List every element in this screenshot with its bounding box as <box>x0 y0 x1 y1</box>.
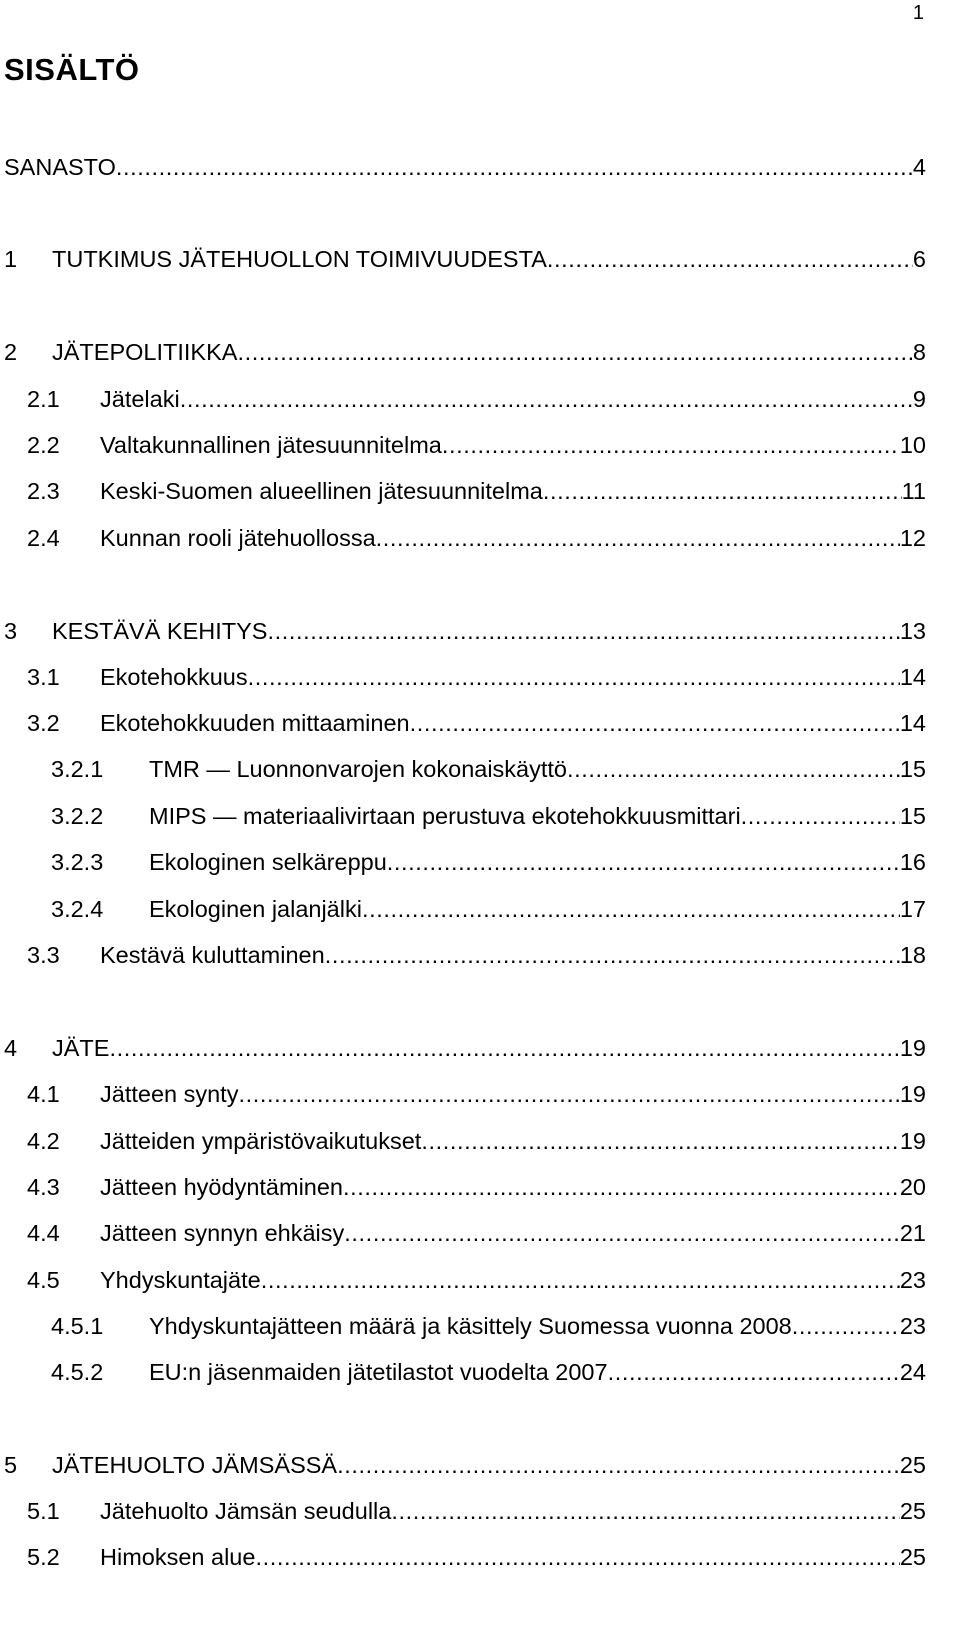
toc-dot-leader <box>376 518 900 558</box>
toc-entry-title: TUTKIMUS JÄTEHUOLLON TOIMIVUUDESTA <box>52 246 547 272</box>
toc-entry-number: 4.2 <box>27 1128 60 1154</box>
toc-entry-page: 14 <box>899 710 926 736</box>
toc-entry-page: 12 <box>899 525 926 551</box>
toc-dot-leader <box>238 1074 899 1114</box>
toc-entry-number: 4 <box>4 1035 18 1061</box>
toc-entry-page: 19 <box>899 1035 926 1061</box>
toc-entry-title: Kestävä kuluttaminen <box>100 942 325 968</box>
toc-entry[interactable] <box>0 471 960 511</box>
toc-dot-leader <box>741 796 900 836</box>
toc-entry-page: 6 <box>912 246 926 272</box>
toc-entry[interactable] <box>0 332 960 372</box>
toc-dot-leader <box>567 749 900 789</box>
toc-entry-title: Keski-Suomen alueellinen jätesuunnitelma <box>100 478 543 504</box>
toc-dot-leader <box>267 611 899 651</box>
toc-entry-page: 16 <box>899 849 926 875</box>
toc-entry[interactable] <box>0 1121 960 1161</box>
toc-entry-page: 15 <box>899 756 926 782</box>
toc-entry-title: Jätteiden ympäristövaikutukset <box>100 1128 422 1154</box>
toc-entry[interactable] <box>0 889 960 929</box>
toc-title: SISÄLTÖ <box>4 52 140 87</box>
toc-entry-title: Jätteen synty <box>100 1081 239 1107</box>
toc-entry-page: 21 <box>899 1220 926 1246</box>
toc-entry-title: Jätteen synnyn ehkäisy <box>100 1220 345 1246</box>
toc-entry-title: Valtakunnallinen jätesuunnitelma <box>100 432 442 458</box>
toc-entry-title: KESTÄVÄ KEHITYS <box>52 618 268 644</box>
toc-entry-title: MIPS — materiaalivirtaan perustuva ekotehokkuusmittari <box>149 803 741 829</box>
toc-dot-leader <box>109 1028 899 1068</box>
toc-entry[interactable] <box>0 796 960 836</box>
toc-entry-number: 2 <box>4 339 18 365</box>
toc-entry-page: 23 <box>899 1267 926 1293</box>
toc-entry-page: 11 <box>901 478 926 504</box>
toc-entry-number: 1 <box>4 246 18 272</box>
toc-entry-number: 2.1 <box>27 386 60 412</box>
toc-dot-leader <box>442 425 900 465</box>
toc-entry[interactable] <box>0 657 960 697</box>
toc-entry-number: 4.5.2 <box>51 1359 104 1385</box>
toc-entry-title: Ekotehokkuuden mittaaminen <box>100 710 410 736</box>
toc-entry[interactable] <box>0 1445 960 1485</box>
toc-dot-leader <box>255 1537 899 1577</box>
toc-entry-title: Jätteen hyödyntäminen <box>100 1174 343 1200</box>
toc-entry[interactable] <box>0 425 960 465</box>
toc-entry-number: 5.2 <box>27 1544 60 1570</box>
toc-entry[interactable] <box>0 935 960 975</box>
toc-entry-page: 19 <box>899 1128 926 1154</box>
toc-entry-title: Himoksen alue <box>100 1544 256 1570</box>
toc-dot-leader <box>180 379 913 419</box>
toc-entry[interactable] <box>0 611 960 651</box>
toc-entry[interactable] <box>0 379 960 419</box>
toc-dot-leader <box>410 703 900 743</box>
toc-entry-number: 4.1 <box>27 1081 60 1107</box>
toc-entry-number: 3.2.2 <box>51 803 104 829</box>
toc-entry-number: 3 <box>4 618 18 644</box>
toc-dot-leader <box>421 1121 900 1161</box>
toc-entry-title: Ekotehokkuus <box>100 664 248 690</box>
toc-entry[interactable] <box>0 1537 960 1577</box>
toc-entry[interactable] <box>0 147 960 187</box>
toc-entry[interactable] <box>0 1074 960 1114</box>
toc-dot-leader <box>325 935 900 975</box>
toc-entry-page: 19 <box>899 1081 926 1107</box>
toc-entry-title: Yhdyskuntajäte <box>100 1267 261 1293</box>
toc-entry[interactable] <box>0 1028 960 1068</box>
toc-entry-number: 2.2 <box>27 432 60 458</box>
toc-entry-page: 17 <box>899 896 926 922</box>
toc-entry-title: JÄTEHUOLTO JÄMSÄSSÄ <box>52 1452 338 1478</box>
toc-entry-number: 4.5 <box>27 1267 60 1293</box>
toc-dot-leader <box>547 239 913 279</box>
toc-dot-leader <box>261 1260 900 1300</box>
toc-entry[interactable] <box>0 703 960 743</box>
toc-entry-title: Jätehuolto Jämsän seudulla <box>100 1498 392 1524</box>
toc-entry-page: 24 <box>899 1359 926 1385</box>
toc-dot-leader <box>792 1306 900 1346</box>
toc-entry-page: 4 <box>912 154 926 180</box>
toc-dot-leader <box>343 1167 900 1207</box>
toc-entry[interactable] <box>0 1352 960 1392</box>
toc-dot-leader <box>337 1445 900 1485</box>
toc-entry[interactable] <box>0 1213 960 1253</box>
toc-dot-leader <box>248 657 900 697</box>
toc-entry-number: 4.5.1 <box>51 1313 104 1339</box>
toc-entry-number: 3.1 <box>27 664 60 690</box>
toc-entry-page: 20 <box>899 1174 926 1200</box>
toc-entry[interactable] <box>0 239 960 279</box>
toc-entry-page: 8 <box>912 339 926 365</box>
toc-dot-leader <box>543 471 902 511</box>
toc-entry-number: 3.2.4 <box>51 896 104 922</box>
toc-entry-page: 25 <box>899 1544 926 1570</box>
toc-entry[interactable] <box>0 1167 960 1207</box>
toc-entry-number: 2.4 <box>27 525 60 551</box>
toc-entry-title: Kunnan rooli jätehuollossa <box>100 525 376 551</box>
toc-entry-title: Jätelaki <box>100 386 180 412</box>
toc-entry-page: 15 <box>899 803 926 829</box>
page-number: 1 <box>912 2 924 24</box>
toc-entry-number: 2.3 <box>27 478 60 504</box>
toc-entry-number: 3.2.3 <box>51 849 104 875</box>
toc-dot-leader <box>237 332 912 372</box>
toc-entry-title: SANASTO <box>4 154 116 180</box>
toc-entry-number: 5.1 <box>27 1498 60 1524</box>
toc-dot-leader <box>391 1491 900 1531</box>
toc-entry-page: 25 <box>899 1498 926 1524</box>
toc-entry-page: 14 <box>899 664 926 690</box>
toc-entry-title: Ekologinen selkäreppu <box>149 849 387 875</box>
toc-entry[interactable] <box>0 842 960 882</box>
toc-dot-leader <box>608 1352 900 1392</box>
toc-dot-leader <box>344 1213 900 1253</box>
toc-entry-title: EU:n jäsenmaiden jätetilastot vuodelta 2007 <box>149 1359 608 1385</box>
toc-entry-number: 4.3 <box>27 1174 60 1200</box>
toc-entry[interactable] <box>0 1491 960 1531</box>
toc-dot-leader <box>387 842 900 882</box>
toc-entry-page: 13 <box>899 618 926 644</box>
toc-entry-number: 4.4 <box>27 1220 60 1246</box>
toc-entry-page: 23 <box>899 1313 926 1339</box>
toc-entry-number: 3.3 <box>27 942 60 968</box>
toc-entry-title: Yhdyskuntajätteen määrä ja käsittely Suomessa vuonna 2008 <box>149 1313 792 1339</box>
toc-entry-number: 3.2 <box>27 710 60 736</box>
toc-entry-page: 9 <box>912 386 926 412</box>
toc-dot-leader <box>362 889 900 929</box>
toc-entry-page: 10 <box>899 432 926 458</box>
toc-entry-title: JÄTE <box>52 1035 110 1061</box>
toc-entry[interactable] <box>0 1260 960 1300</box>
toc-entry-number: 5 <box>4 1452 18 1478</box>
toc-entry[interactable] <box>0 518 960 558</box>
toc-entry-page: 25 <box>899 1452 926 1478</box>
toc-entry-page: 18 <box>899 942 926 968</box>
toc-entry-title: Ekologinen jalanjälki <box>149 896 362 922</box>
toc-entry[interactable] <box>0 749 960 789</box>
toc-dot-leader <box>116 147 913 187</box>
toc-entry-number: 3.2.1 <box>51 756 104 782</box>
toc-entry[interactable] <box>0 1306 960 1346</box>
toc-entry-title: TMR — Luonnonvarojen kokonaiskäyttö <box>149 756 567 782</box>
toc-entry-title: JÄTEPOLITIIKKA <box>52 339 238 365</box>
